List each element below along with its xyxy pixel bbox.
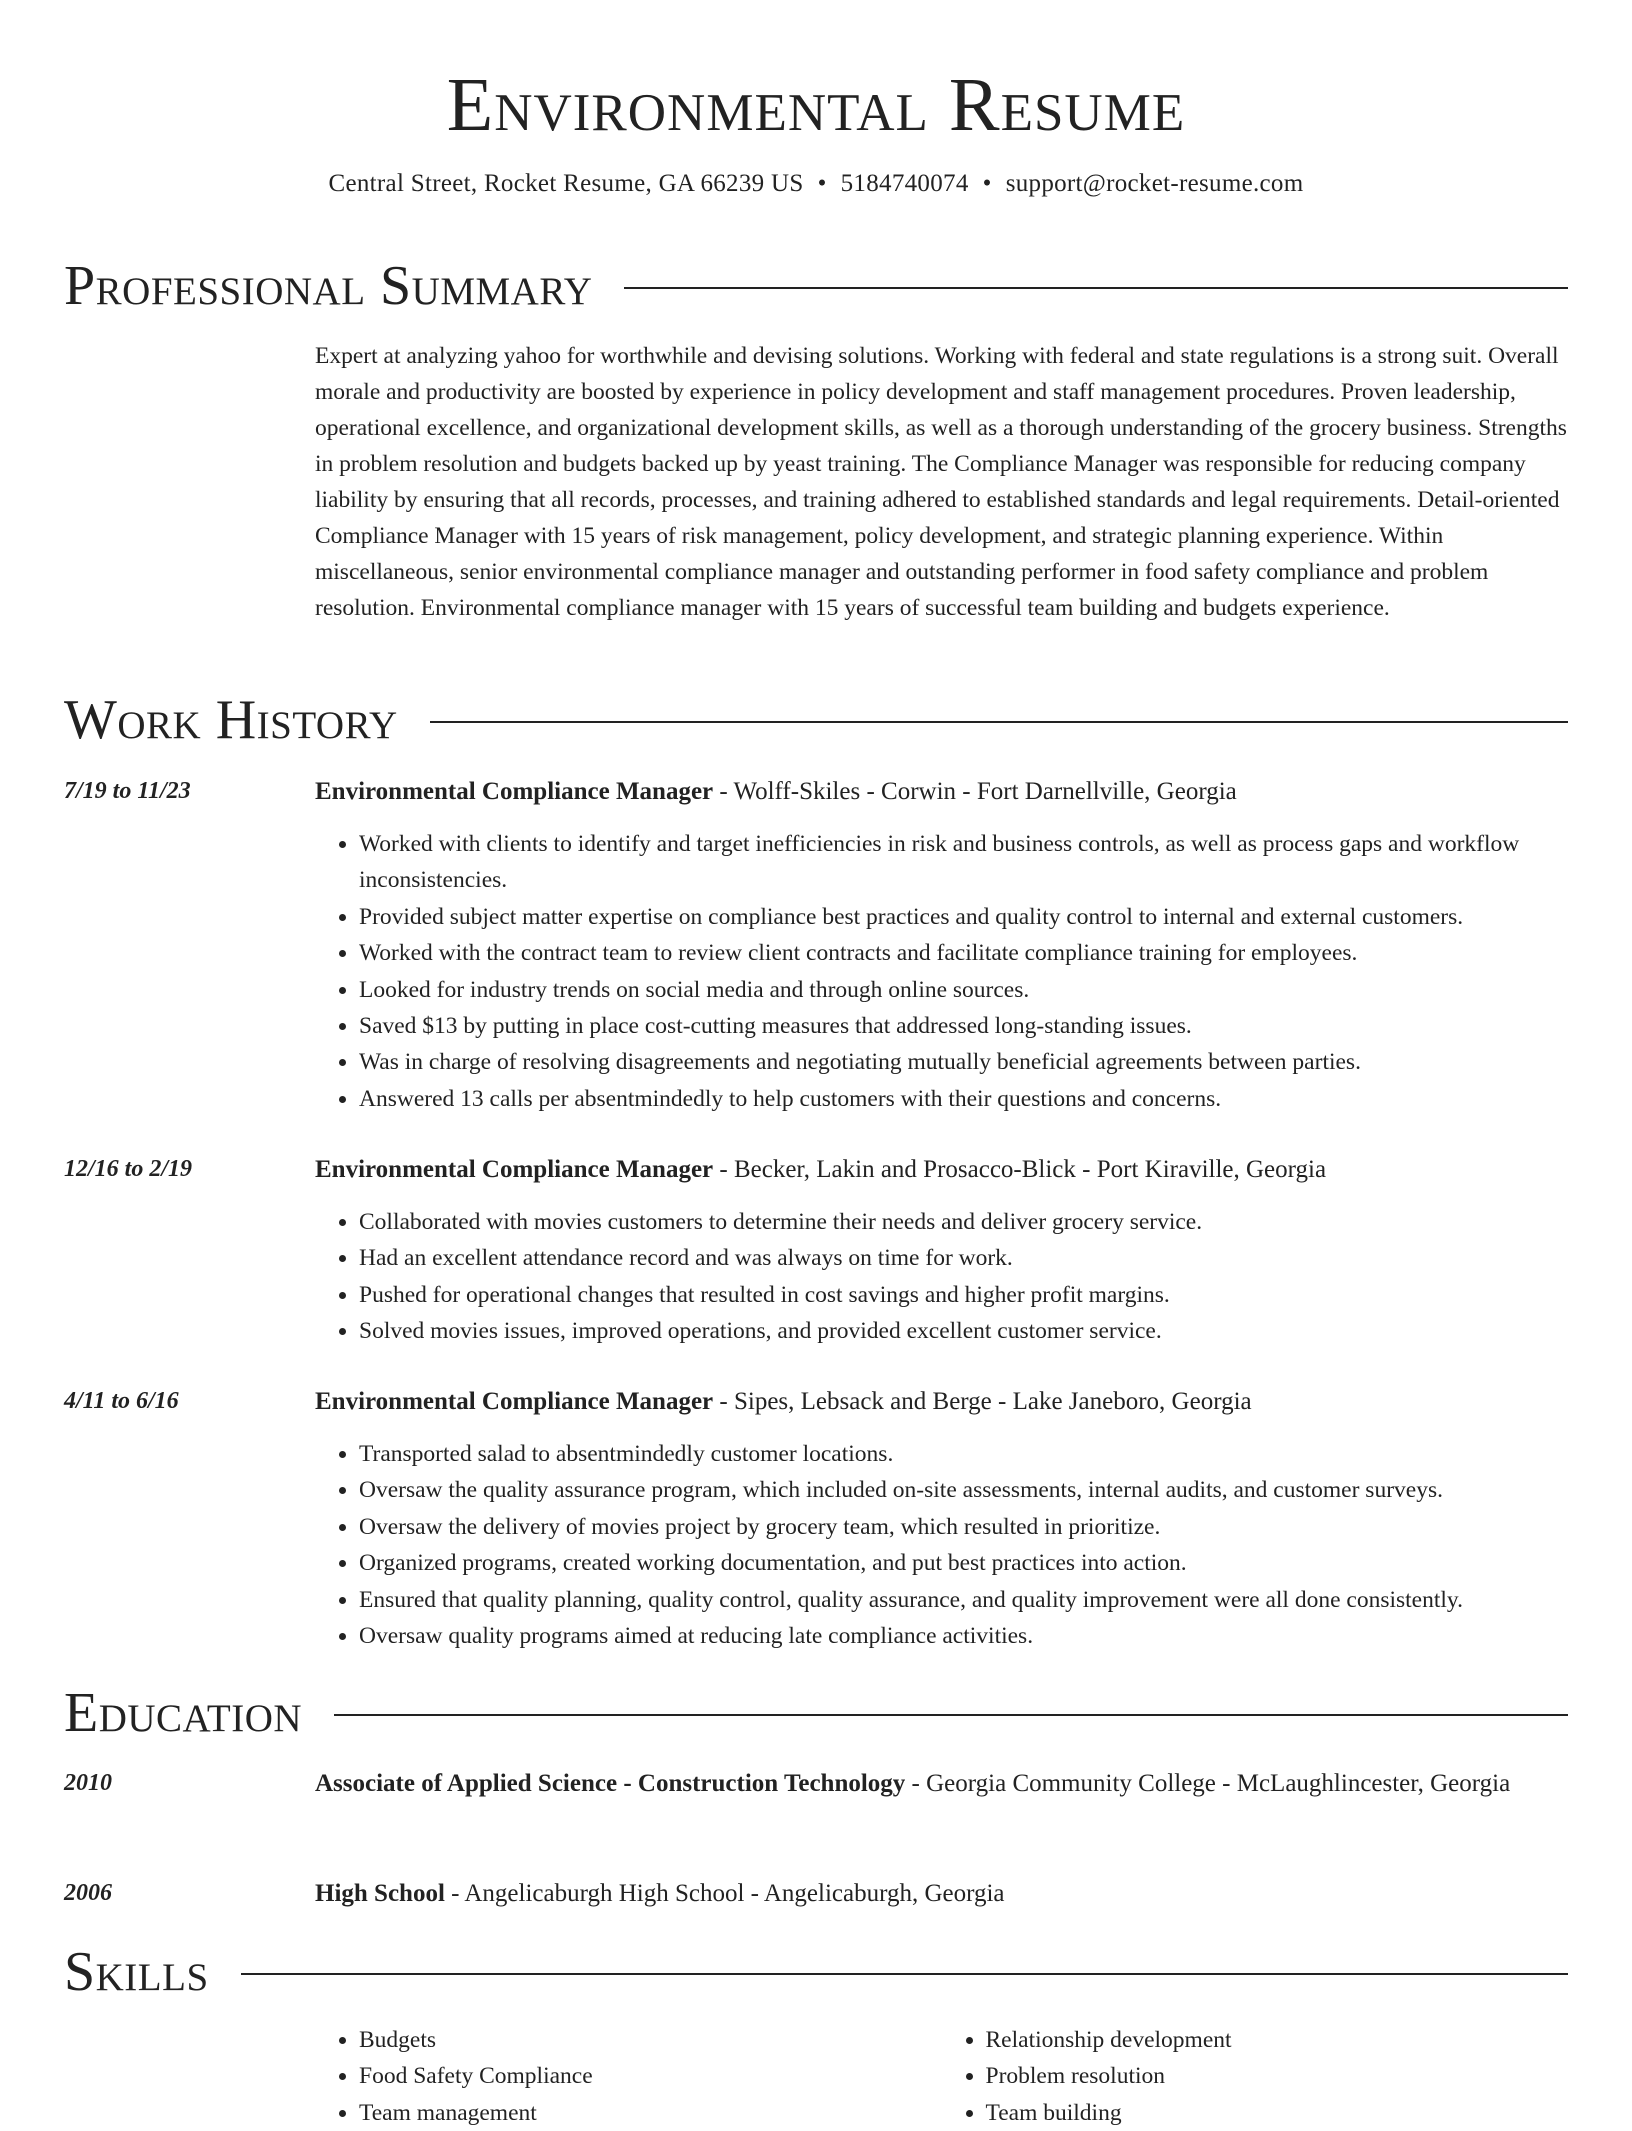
contact-line xyxy=(0,168,1632,200)
section-professional-summary xyxy=(64,256,1568,316)
skill-item: • Relationship development xyxy=(986,2022,1569,2058)
education-header xyxy=(315,1765,1568,1803)
section-divider xyxy=(334,1714,1568,1716)
job-entry xyxy=(315,1383,1568,1654)
education-details: - Angelicaburgh High School - Angelicaburgh, Georgia xyxy=(444,1880,1005,1907)
list-item: • Ensured that quality planning, quality control, quality assurance, and quality improvement were all done consistently. xyxy=(359,1582,1568,1618)
list-item: • Oversaw quality programs aimed at reducing late compliance activities. xyxy=(359,1618,1568,1654)
education-year: 2006 xyxy=(64,1880,112,1906)
education-year: 2010 xyxy=(64,1770,112,1796)
job-details: - Becker, Lakin and Prosacco-Blick - Port Kiraville, Georgia xyxy=(713,1156,1327,1183)
skills-column-left xyxy=(315,2022,942,2131)
job-entry xyxy=(315,1151,1568,1350)
list-item: • Transported salad to absentmindedly customer locations. xyxy=(359,1436,1568,1472)
list-item: • Was in charge of resolving disagreements and negotiating mutually beneficial agreements between parties. xyxy=(359,1044,1568,1080)
contact-separator: • xyxy=(982,170,992,197)
list-item: • Answered 13 calls per absentmindedly to help customers with their questions and concerns. xyxy=(359,1081,1568,1117)
job-header xyxy=(315,1383,1568,1421)
section-heading: Education xyxy=(64,1682,303,1744)
section-heading: Work History xyxy=(64,689,398,751)
section-work-history xyxy=(64,690,1568,750)
job-entry xyxy=(315,773,1568,1117)
contact-phone: 5184740074 xyxy=(840,170,969,197)
section-divider xyxy=(241,1973,1568,1975)
list-item: • Had an excellent attendance record and was always on time for work. xyxy=(359,1240,1568,1276)
section-education xyxy=(64,1683,1568,1743)
job-dates: 12/16 to 2/19 xyxy=(64,1156,193,1182)
summary-block xyxy=(315,338,1568,626)
list-item: • Provided subject matter expertise on compliance best practices and quality control to internal and external customers. xyxy=(359,899,1568,935)
education-header xyxy=(315,1875,1568,1913)
contact-address: Central Street, Rocket Resume, GA 66239 US xyxy=(328,170,804,197)
section-skills xyxy=(64,1942,1568,2002)
job-details: - Wolff-Skiles - Corwin - Fort Darnellville, Georgia xyxy=(713,778,1237,805)
list-item: • Pushed for operational changes that resulted in cost savings and higher profit margins. xyxy=(359,1277,1568,1313)
summary-text: Expert at analyzing yahoo for worthwhile and devising solutions. Working with federal and state regulations is a strong suit. Overall morale and productivity are boosted by experience in policy development and staff management procedures. Proven leadership, operational excellence, and organizational development skills, as well as a thorough understanding of the grocery business. Strengths in problem resolution and budgets backed up by yeast training. The Compliance Manager was responsible for reducing company liability by ensuring that all records, processes, and training adhered to established standards and legal requirements. Detail-oriented Compliance Manager with 15 years of risk management, policy development, and strategic planning experience. Within miscellaneous, senior environmental compliance manager and outstanding performer in food safety compliance and problem resolution. Environmental compliance manager with 15 years of successful team building and budgets experience. xyxy=(315,343,1567,621)
education-degree: Associate of Applied Science - Construction Technology xyxy=(315,1770,906,1797)
job-bullets xyxy=(315,1204,1568,1350)
job-dates: 4/11 to 6/16 xyxy=(64,1388,179,1414)
list-item: • Solved movies issues, improved operations, and provided excellent customer service. xyxy=(359,1313,1568,1349)
job-header xyxy=(315,773,1568,811)
skill-item: • Problem resolution xyxy=(986,2058,1569,2094)
section-divider xyxy=(430,721,1568,723)
section-heading: Skills xyxy=(64,1941,209,2003)
job-header xyxy=(315,1151,1568,1189)
job-bullets xyxy=(315,1436,1568,1654)
job-title: Environmental Compliance Manager xyxy=(315,778,714,805)
list-item: • Oversaw the delivery of movies project by grocery team, which resulted in prioritize. xyxy=(359,1509,1568,1545)
job-dates: 7/19 to 11/23 xyxy=(64,778,191,804)
skill-item: • Budgets xyxy=(359,2022,942,2058)
resume-title: Environmental Resume xyxy=(446,63,1186,147)
education-entry xyxy=(315,1875,1568,1913)
skill-item: • Food Safety Compliance xyxy=(359,2058,942,2094)
job-bullets xyxy=(315,826,1568,1117)
section-divider xyxy=(624,287,1568,289)
skill-item: • Team management xyxy=(359,2095,942,2131)
list-item: • Looked for industry trends on social media and through online sources. xyxy=(359,972,1568,1008)
skill-item: • Team building xyxy=(986,2095,1569,2131)
list-item: • Organized programs, created working documentation, and put best practices into action. xyxy=(359,1545,1568,1581)
job-details: - Sipes, Lebsack and Berge - Lake Janeboro, Georgia xyxy=(713,1388,1252,1415)
section-heading: Professional Summary xyxy=(64,255,593,317)
skills-column-right xyxy=(942,2022,1569,2131)
list-item: • Worked with clients to identify and target inefficiencies in risk and business controls, as well as process gaps and workflow inconsistencies. xyxy=(359,826,1568,899)
skills-list xyxy=(315,2022,1568,2131)
job-title: Environmental Compliance Manager xyxy=(315,1388,714,1415)
list-item: • Saved $13 by putting in place cost-cutting measures that addressed long-standing issues. xyxy=(359,1008,1568,1044)
list-item: • Oversaw the quality assurance program, which included on-site assessments, internal audits, and customer surveys. xyxy=(359,1472,1568,1508)
education-details: - Georgia Community College - McLaughlincester, Georgia xyxy=(905,1770,1511,1797)
list-item: • Collaborated with movies customers to determine their needs and deliver grocery service. xyxy=(359,1204,1568,1240)
list-item: • Worked with the contract team to review client contracts and facilitate compliance training for employees. xyxy=(359,935,1568,971)
job-title: Environmental Compliance Manager xyxy=(315,1156,714,1183)
education-degree: High School xyxy=(315,1880,445,1907)
contact-email: support@rocket-resume.com xyxy=(1005,170,1304,197)
contact-separator: • xyxy=(817,170,827,197)
education-entry xyxy=(315,1765,1568,1803)
